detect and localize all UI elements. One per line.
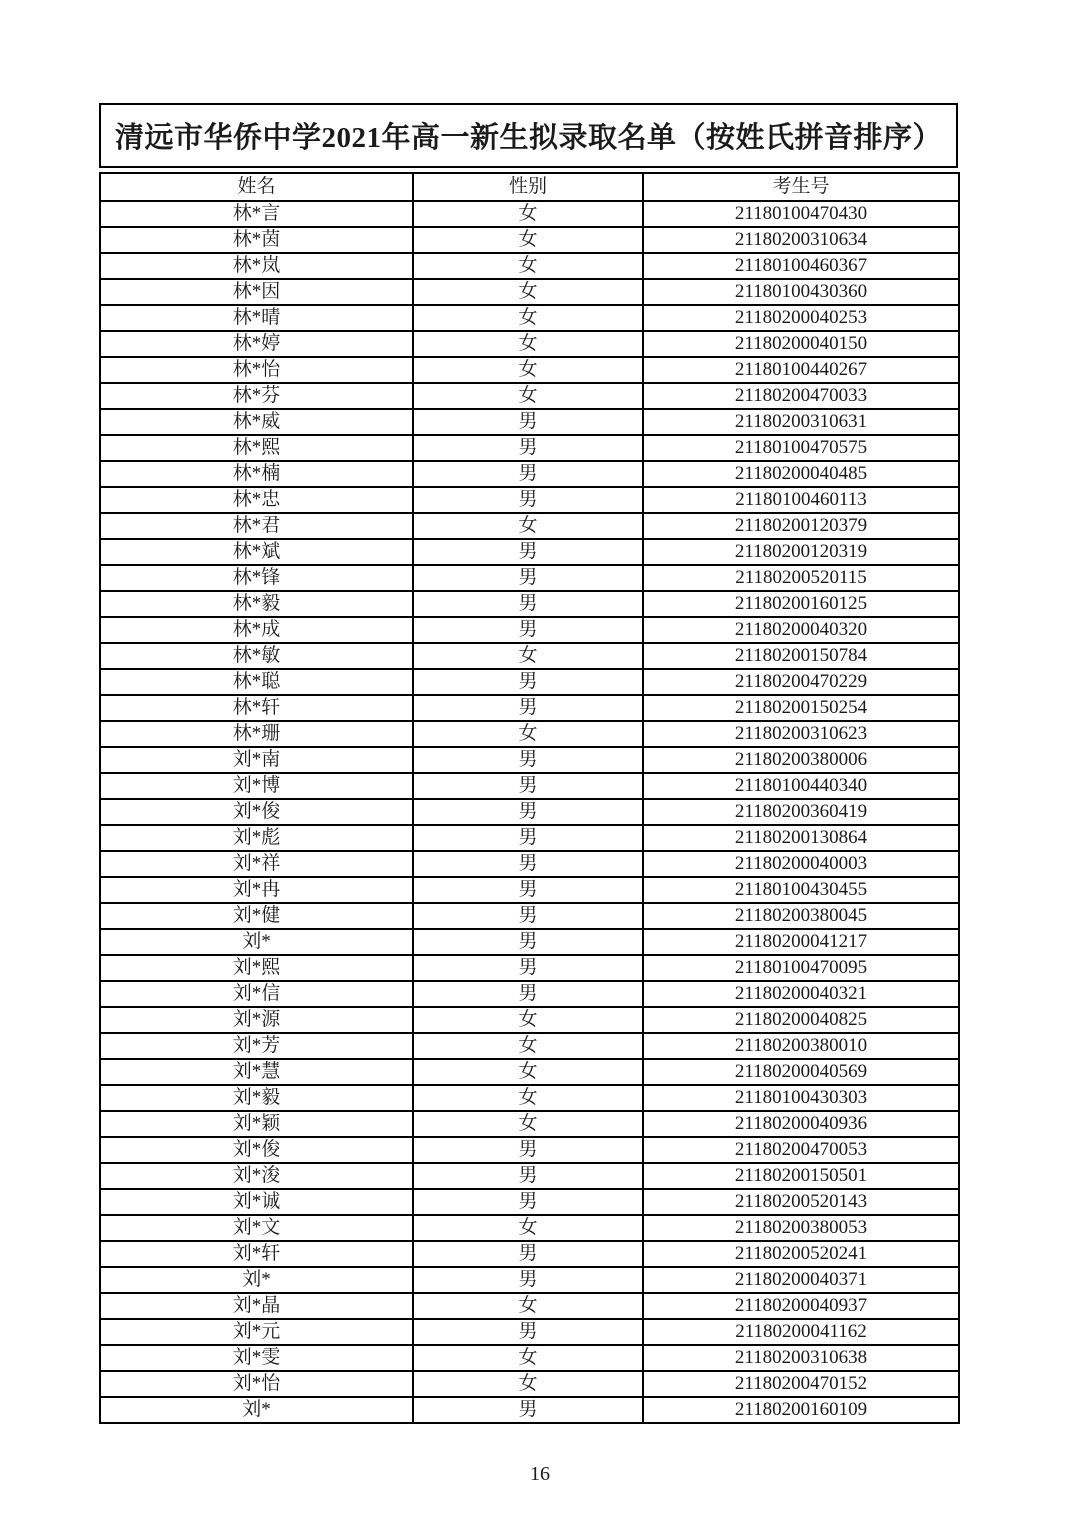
candidate-id-cell: 21180200040936 [643,1111,959,1137]
table-row [100,773,959,799]
candidate-id-cell: 21180200470229 [643,669,959,695]
table-row [100,617,959,643]
name-cell: 刘*元 [100,1319,413,1345]
name-cell: 林*熙 [100,435,413,461]
table-row [100,201,959,227]
name-cell: 刘*彪 [100,825,413,851]
candidate-id-cell: 21180100430455 [643,877,959,903]
gender-cell: 男 [413,773,643,799]
gender-cell: 女 [413,1085,643,1111]
name-cell: 刘*轩 [100,1241,413,1267]
gender-cell: 女 [413,643,643,669]
candidate-id-cell: 21180200040320 [643,617,959,643]
name-cell: 刘*诚 [100,1189,413,1215]
name-cell: 刘*晶 [100,1293,413,1319]
gender-cell: 男 [413,1163,643,1189]
candidate-id-cell: 21180200380006 [643,747,959,773]
column-header-name: 姓名 [100,173,413,201]
name-cell: 林*威 [100,409,413,435]
table-row [100,1397,959,1423]
name-cell: 林*珊 [100,721,413,747]
name-cell: 刘*南 [100,747,413,773]
candidate-id-cell: 21180200310631 [643,409,959,435]
table-row [100,591,959,617]
candidate-id-cell: 21180100430303 [643,1085,959,1111]
candidate-id-cell: 21180100460367 [643,253,959,279]
gender-cell: 女 [413,1345,643,1371]
table-row [100,1085,959,1111]
candidate-id-cell: 21180200470053 [643,1137,959,1163]
gender-cell: 男 [413,591,643,617]
table-row [100,487,959,513]
candidate-id-cell: 21180200040321 [643,981,959,1007]
name-cell: 刘*祥 [100,851,413,877]
candidate-id-cell: 21180100470430 [643,201,959,227]
candidate-id-cell: 21180200040937 [643,1293,959,1319]
table-row [100,851,959,877]
name-cell: 刘*颖 [100,1111,413,1137]
candidate-id-cell: 21180200041217 [643,929,959,955]
candidate-id-cell: 21180200470033 [643,383,959,409]
candidate-id-cell: 21180200310623 [643,721,959,747]
table-row [100,903,959,929]
column-header-candidate-id: 考生号 [643,173,959,201]
table-row [100,279,959,305]
candidate-id-cell: 21180100430360 [643,279,959,305]
name-cell: 林*轩 [100,695,413,721]
name-cell: 林*聪 [100,669,413,695]
name-cell: 刘* [100,929,413,955]
candidate-id-cell: 21180200470152 [643,1371,959,1397]
name-cell: 刘*毅 [100,1085,413,1111]
name-cell: 林*芬 [100,383,413,409]
gender-cell: 男 [413,981,643,1007]
gender-cell: 男 [413,409,643,435]
gender-cell: 男 [413,617,643,643]
table-row [100,409,959,435]
table-row [100,955,959,981]
table-row [100,721,959,747]
gender-cell: 女 [413,1111,643,1137]
table-row [100,1007,959,1033]
name-cell: 林*君 [100,513,413,539]
table-row [100,799,959,825]
name-cell: 林*敏 [100,643,413,669]
page-number: 16 [530,1463,550,1485]
table-row [100,305,959,331]
table-row [100,539,959,565]
table-row [100,383,959,409]
table-row [100,669,959,695]
table-row [100,981,959,1007]
candidate-id-cell: 21180200120319 [643,539,959,565]
table-row [100,1215,959,1241]
gender-cell: 男 [413,1267,643,1293]
candidate-id-cell: 21180100440267 [643,357,959,383]
gender-cell: 男 [413,461,643,487]
candidate-id-cell: 21180200520143 [643,1189,959,1215]
name-cell: 林*怡 [100,357,413,383]
table-row [100,357,959,383]
name-cell: 林*岚 [100,253,413,279]
gender-cell: 男 [413,1241,643,1267]
name-cell: 刘*俊 [100,799,413,825]
gender-cell: 男 [413,877,643,903]
name-cell: 林*言 [100,201,413,227]
table-row [100,1059,959,1085]
table-row [100,253,959,279]
candidate-id-cell: 21180200040825 [643,1007,959,1033]
name-cell: 林*晴 [100,305,413,331]
gender-cell: 男 [413,669,643,695]
gender-cell: 男 [413,1137,643,1163]
candidate-id-cell: 21180200040253 [643,305,959,331]
page-title: 清远市华侨中学2021年高一新生拟录取名单（按姓氏拼音排序） [114,122,942,154]
name-cell: 刘* [100,1397,413,1423]
table-row [100,1111,959,1137]
candidate-id-cell: 21180200380010 [643,1033,959,1059]
gender-cell: 男 [413,903,643,929]
candidate-id-cell: 21180200160109 [643,1397,959,1423]
table-row [100,1267,959,1293]
name-cell: 林*茵 [100,227,413,253]
candidate-id-cell: 21180200040569 [643,1059,959,1085]
name-cell: 刘*熙 [100,955,413,981]
name-cell: 林*斌 [100,539,413,565]
table-row [100,1345,959,1371]
name-cell: 刘* [100,1267,413,1293]
table-row [100,643,959,669]
name-cell: 林*楠 [100,461,413,487]
gender-cell: 女 [413,1033,643,1059]
name-cell: 刘*雯 [100,1345,413,1371]
name-cell: 刘*源 [100,1007,413,1033]
candidate-id-cell: 21180200130864 [643,825,959,851]
candidate-id-cell: 21180200040371 [643,1267,959,1293]
candidate-id-cell: 21180200040485 [643,461,959,487]
admission-list-sheet [99,103,958,1424]
name-cell: 刘*冉 [100,877,413,903]
candidate-id-cell: 21180200040003 [643,851,959,877]
gender-cell: 男 [413,695,643,721]
gender-cell: 男 [413,929,643,955]
candidate-id-cell: 21180100440340 [643,773,959,799]
table-row [100,1293,959,1319]
table-row [100,565,959,591]
candidate-id-cell: 21180200380053 [643,1215,959,1241]
admission-roster-table [99,172,960,1424]
candidate-id-cell: 21180200310638 [643,1345,959,1371]
gender-cell: 女 [413,1215,643,1241]
gender-cell: 女 [413,1059,643,1085]
name-cell: 刘*健 [100,903,413,929]
table-row [100,1371,959,1397]
candidate-id-cell: 21180100470095 [643,955,959,981]
gender-cell: 男 [413,539,643,565]
table-row [100,877,959,903]
candidate-id-cell: 21180200310634 [643,227,959,253]
gender-cell: 男 [413,955,643,981]
table-row [100,1163,959,1189]
gender-cell: 男 [413,435,643,461]
name-cell: 刘*浚 [100,1163,413,1189]
table-row [100,461,959,487]
gender-cell: 女 [413,305,643,331]
gender-cell: 女 [413,357,643,383]
candidate-id-cell: 21180100470575 [643,435,959,461]
table-row [100,435,959,461]
gender-cell: 女 [413,201,643,227]
name-cell: 刘*信 [100,981,413,1007]
table-header-row [100,173,959,201]
list-title-box [99,103,958,168]
name-cell: 林*忠 [100,487,413,513]
name-cell: 刘*文 [100,1215,413,1241]
name-cell: 刘*芳 [100,1033,413,1059]
gender-cell: 男 [413,565,643,591]
name-cell: 林*锋 [100,565,413,591]
candidate-id-cell: 21180200520115 [643,565,959,591]
table-row [100,929,959,955]
name-cell: 刘*博 [100,773,413,799]
table-row [100,227,959,253]
candidate-id-cell: 21180200120379 [643,513,959,539]
candidate-id-cell: 21180200360419 [643,799,959,825]
gender-cell: 男 [413,799,643,825]
gender-cell: 女 [413,1293,643,1319]
gender-cell: 女 [413,1007,643,1033]
gender-cell: 男 [413,851,643,877]
gender-cell: 女 [413,331,643,357]
gender-cell: 男 [413,1397,643,1423]
column-header-gender: 性别 [413,173,643,201]
candidate-id-cell: 21180100460113 [643,487,959,513]
name-cell: 林*毅 [100,591,413,617]
gender-cell: 女 [413,513,643,539]
name-cell: 刘*怡 [100,1371,413,1397]
gender-cell: 男 [413,1319,643,1345]
table-row [100,513,959,539]
table-row [100,747,959,773]
gender-cell: 男 [413,487,643,513]
table-row [100,1319,959,1345]
gender-cell: 女 [413,721,643,747]
gender-cell: 男 [413,1189,643,1215]
name-cell: 林*因 [100,279,413,305]
table-row [100,695,959,721]
name-cell: 林*成 [100,617,413,643]
gender-cell: 女 [413,279,643,305]
name-cell: 林*婷 [100,331,413,357]
candidate-id-cell: 21180200380045 [643,903,959,929]
gender-cell: 女 [413,227,643,253]
gender-cell: 男 [413,747,643,773]
candidate-id-cell: 21180200150501 [643,1163,959,1189]
gender-cell: 女 [413,383,643,409]
candidate-id-cell: 21180200150784 [643,643,959,669]
candidate-id-cell: 21180200150254 [643,695,959,721]
table-row [100,1189,959,1215]
name-cell: 刘*俊 [100,1137,413,1163]
table-body [100,201,959,1423]
gender-cell: 男 [413,825,643,851]
table-row [100,825,959,851]
table-row [100,1033,959,1059]
table-row [100,331,959,357]
name-cell: 刘*慧 [100,1059,413,1085]
candidate-id-cell: 21180200041162 [643,1319,959,1345]
candidate-id-cell: 21180200040150 [643,331,959,357]
gender-cell: 女 [413,253,643,279]
table-row [100,1137,959,1163]
candidate-id-cell: 21180200160125 [643,591,959,617]
candidate-id-cell: 21180200520241 [643,1241,959,1267]
gender-cell: 女 [413,1371,643,1397]
table-row [100,1241,959,1267]
